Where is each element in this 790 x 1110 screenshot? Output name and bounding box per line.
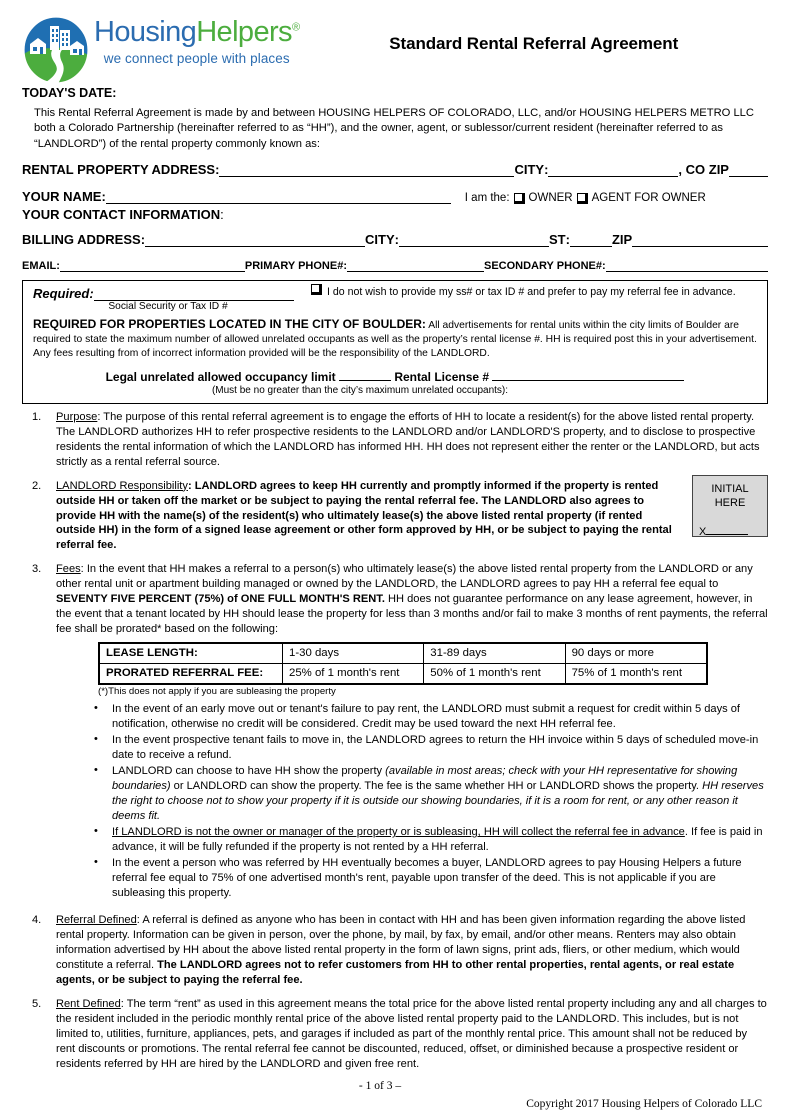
i-am-the-label: I am the: <box>464 192 510 205</box>
ssn-caption: Social Security or Tax ID # <box>108 301 228 313</box>
page-footer <box>22 1080 768 1110</box>
list-item <box>56 764 768 824</box>
ssn-tax-id-input[interactable] <box>94 286 294 301</box>
rental-property-address-input[interactable] <box>219 163 514 177</box>
agent-option-label: AGENT FOR OWNER <box>591 192 706 205</box>
rental-license-label: Rental License # <box>394 369 490 384</box>
clause-list <box>22 410 768 1072</box>
bullet-text-italic2: HH reserves the right to choose not to show your property if it is outside our showing boundaries, if it is a room for rent, or any other reason it deems fit. <box>112 780 764 822</box>
colon: : <box>565 232 570 248</box>
owner-checkbox[interactable] <box>514 193 525 204</box>
document-content <box>0 86 790 1110</box>
city-input[interactable] <box>548 163 678 177</box>
billing-address-label: BILLING ADDRESS: <box>22 232 146 248</box>
clause-title: LANDLORD Responsibility <box>56 479 188 492</box>
clause-body-part1: A referral is defined as anyone who has been in contact with HH and has been given information regarding the above listed rental property. Information can be given in person, over the phone, by mail, by fax, by email, and/or other means. Renters may also obtain information advertised by HH about the above listed rental property in the form of lawn signs, print ads, fliers, or other medium, which would constitute a referral. <box>56 913 746 971</box>
clause-body-emphasis: SEVENTY FIVE PERCENT (75%) of ONE FULL MONTH'S RENT. <box>56 593 385 606</box>
brand-wordmark <box>94 18 299 66</box>
clause-body: The purpose of this rental referral agreement is to engage the efforts of HH to locate a resident(s) for the above listed rental property. The LANDLORD authorizes HH to refer prospective residents to the LANDLORD and/or LANDLORD'S property, and to disclose to prospective residents the rental information of which the LANDLORD has informed HH. HH does not represent either the renter or the LANDLORD, but acts strictly as a rental referral source. <box>56 410 760 468</box>
state-label: ST <box>549 232 566 248</box>
fee-bullet-list <box>56 702 768 901</box>
list-item <box>56 702 768 732</box>
email-label: EMAIL <box>22 260 57 273</box>
table-row <box>99 643 707 664</box>
bullet-text-underlined: If LANDLORD is not the owner or manager of the property or is subleasing, HH will collect the referral fee in advance <box>112 825 685 838</box>
required-label: Required: <box>33 286 94 302</box>
registered-trademark-icon: ® <box>291 21 300 34</box>
initial-signature-row[interactable] <box>693 525 767 540</box>
city-label: CITY <box>514 162 545 178</box>
initial-x-mark: X <box>699 526 707 539</box>
todays-date-label: TODAY'S DATE: <box>22 86 117 100</box>
lease-length-cell-3: 90 days or more <box>565 643 707 664</box>
billing-city-label: CITY <box>365 232 395 248</box>
i-am-the-group <box>465 192 706 204</box>
initial-input[interactable] <box>706 534 748 535</box>
contact-information-label: YOUR CONTACT INFORMATION <box>22 207 221 223</box>
page-header <box>0 0 790 84</box>
secondary-phone-input[interactable] <box>606 258 768 272</box>
agent-for-owner-checkbox[interactable] <box>577 193 588 204</box>
lease-length-cell-2: 31-89 days <box>424 643 565 664</box>
clause-title: Referral Defined <box>56 913 137 926</box>
colon: : <box>80 563 84 576</box>
clause-referral-defined <box>22 913 768 988</box>
clause-body: The term “rent” as used in this agreement means the total price for the above listed rental property including any and all charges to the resident included in the periodic monthly rental price of the above listed rental property paid to the LANDLORD. This includes, but is not limited to, utilities, furniture, appliances, pets, and garages if included as part of the monthly rental price. This amount shall not be reduced by rent discounts or promotions. The rental referral fee cannot be discounted, reduced, offset, or diminished because a prospective resident or residents referred by HH are hired by the LANDLORD and given free rent. <box>56 997 767 1070</box>
prorated-fee-cell-1: 25% of 1 month's rent <box>283 664 424 685</box>
colon: : <box>394 232 399 248</box>
billing-address-row <box>22 232 768 247</box>
clause-body: LANDLORD agrees to keep HH currently and promptly informed if the property is rented outside HH or taken off the market or be subject to paying the rental referral fee. The LANDLORD also agrees to provide HH with the name(s) of the resident(s) who ultimately lease(s) the above listed rental property (if rented outside HH) in the form of a signed lease agreement or other form approved by HH, or be subject to paying the rental referral fee. <box>56 479 672 552</box>
colon: : <box>136 913 140 926</box>
colon: : <box>421 317 426 332</box>
clause-purpose <box>22 410 768 470</box>
occupancy-license-row <box>33 370 757 384</box>
housing-helpers-emblem-icon <box>22 16 90 84</box>
secondary-phone-label: SECONDARY PHONE# <box>484 260 602 273</box>
bullet-text: In the event of an early move out or tenant's failure to pay rent, the LANDLORD must submit a request for credit within 5 days of notification, otherwise no credit will be considered. Credit may be used toward the next HH referral fee. <box>112 703 740 731</box>
ssn-optout-checkbox[interactable] <box>311 284 322 295</box>
email-phone-row <box>22 258 768 272</box>
email-input[interactable] <box>60 258 245 272</box>
prorated-fee-cell-3: 75% of 1 month's rent <box>565 664 707 685</box>
lease-length-header: LEASE LENGTH: <box>99 643 283 664</box>
rental-license-input[interactable] <box>492 380 684 381</box>
required-row <box>33 286 757 312</box>
clause-body-part2: HH does not guarantee performance on any lease agreement, however, in the event that a tenant located by HH should lease the property for less than 3 months and/or fail to make 3 months of rent payments, the referral fee shall be prorated* based on the following: <box>56 593 768 636</box>
clause-body-part1: In the event that HH makes a referral to a person(s) who ultimately lease(s) the above listed rental property from the LANDLORD or any other rental unit or apartment building managed or owned by the LANDLORD, the LANDLORD agrees to pay HH a referral fee equal to <box>56 563 753 591</box>
zip-label: ZIP <box>611 232 633 248</box>
primary-phone-label: PRIMARY PHONE# <box>244 260 344 273</box>
list-item <box>56 825 768 855</box>
required-boulder-box <box>22 280 768 403</box>
occupancy-limit-label: Legal unrelated allowed occupancy limit <box>105 369 336 384</box>
colon: : <box>56 260 60 273</box>
lease-length-cell-1: 1-30 days <box>283 643 424 664</box>
owner-option-label: OWNER <box>528 192 573 205</box>
owner-checkbox-wrap[interactable] <box>514 193 525 204</box>
primary-phone-input[interactable] <box>347 258 484 272</box>
clause-rent-defined <box>22 997 768 1072</box>
list-item <box>56 733 768 763</box>
clause-body-emphasis: The LANDLORD agrees not to refer customers from HH to other rental properties, rental agents, or real estate agents, or be subject to paying the referral fee. <box>56 958 735 986</box>
logo-tagline: we connect people with places <box>103 51 290 66</box>
bullet-text-italic1: (available in most areas; check with your HH representative for showing boundaries) <box>112 765 738 793</box>
logo-word-helpers: Helpers <box>196 16 292 48</box>
initial-line-1: INITIAL <box>711 482 749 495</box>
prorated-fee-header: PRORATED REFERRAL FEE: <box>99 664 283 685</box>
contact-information-row <box>22 207 768 222</box>
colon: : <box>220 207 224 223</box>
bullet-text-part2: or LANDLORD can show the property. The fee is the same whether HH or LANDLORD shows the property. <box>170 780 703 793</box>
zip-input[interactable] <box>729 163 768 177</box>
colon: : <box>544 162 549 178</box>
billing-zip-input[interactable] <box>632 233 768 247</box>
clause-title: Rent Defined <box>56 997 121 1010</box>
brand-logo <box>22 14 299 84</box>
boulder-heading: REQUIRED FOR PROPERTIES LOCATED IN THE CITY OF BOULDER <box>33 317 422 332</box>
bullet-text: In the event prospective tenant fails to move in, the LANDLORD agrees to return the HH invoice within 5 days of scheduled move-in date to receive a refund. <box>112 734 759 762</box>
prorated-fee-table <box>98 642 708 685</box>
bullet-text-part1: LANDLORD can choose to have HH show the property <box>112 765 386 778</box>
table-row <box>99 664 707 685</box>
colon: : <box>601 260 606 273</box>
your-name-input[interactable] <box>106 190 451 204</box>
intro-paragraph: This Rental Referral Agreement is made by and between HOUSING HELPERS OF COLORADO, LLC, and/or HOUSING HELPERS METRO LLC both a Colorado Partnership (hereinafter referred to as “HH”), and the owner, agent, or sublessor/current resident (hereinafter referred to as “LANDLORD”) of the rental property commonly known as: <box>34 107 754 150</box>
initial-here-box[interactable] <box>692 475 768 537</box>
clause-title: Purpose <box>56 410 98 423</box>
ssn-optout-label: I do not wish to provide my ss# or tax ID # and prefer to pay my referral fee in advance. <box>327 286 736 299</box>
state-input[interactable] <box>570 233 612 247</box>
boulder-body-text: All advertisements for rental units within the city limits of Boulder are required to state the maximum number of allowed unrelated occupants as well as the property’s rental license #. HH is required post this in your advertisement. Any fees resulting from of incorrect information provided will be the responsibility of the LANDLORD. <box>33 320 757 359</box>
rental-property-address-row <box>22 162 768 177</box>
logo-word-housing: Housing <box>94 16 197 48</box>
your-name-label: YOUR NAME: <box>22 189 106 205</box>
logo-words <box>94 18 299 47</box>
page-number: - 1 of 3 – <box>358 1080 402 1093</box>
bullet-text-part2: . If fee is paid in advance, it will be fully refunded if the property is not rented by a HH referral. <box>112 825 763 853</box>
page-title: Standard Rental Referral Agreement <box>389 34 679 53</box>
fee-table-note: (*)This does not apply if you are subleasing the property <box>98 686 336 698</box>
colon: : <box>97 410 101 423</box>
list-item <box>56 856 768 901</box>
ssn-field-group <box>33 286 303 312</box>
ssn-optout-group[interactable] <box>311 286 736 298</box>
colon: : <box>343 260 347 273</box>
initial-line-2: HERE <box>714 497 746 510</box>
colon: : <box>187 479 192 492</box>
boulder-requirement-paragraph <box>33 317 757 360</box>
clause-landlord-responsibility <box>22 479 768 554</box>
rental-property-address-label: RENTAL PROPERTY ADDRESS <box>22 162 216 178</box>
billing-address-input[interactable] <box>145 233 365 247</box>
co-zip-label: , CO ZIP <box>678 162 729 178</box>
colon: : <box>120 997 124 1010</box>
bullet-text: In the event a person who was referred by HH eventually becomes a buyer, LANDLORD agrees to pay Housing Helpers a future referral fee equal to 75% of one advertised month's rent, payable upon transfer of the deed. This is not applicable if you are subleasing this property. <box>112 856 742 899</box>
your-name-row <box>22 189 768 204</box>
prorated-fee-cell-2: 50% of 1 month's rent <box>424 664 565 685</box>
agent-checkbox-wrap[interactable] <box>577 193 588 204</box>
copyright-notice: Copyright 2017 Housing Helpers of Colorado LLC <box>526 1098 762 1110</box>
clause-title: Fees <box>56 563 81 576</box>
occupancy-limit-input[interactable] <box>339 380 391 381</box>
occupancy-note: (Must be no greater than the city’s maximum unrelated occupants): <box>211 384 509 396</box>
colon: : <box>215 162 220 178</box>
clause-fees <box>22 562 768 900</box>
billing-city-input[interactable] <box>399 233 549 247</box>
